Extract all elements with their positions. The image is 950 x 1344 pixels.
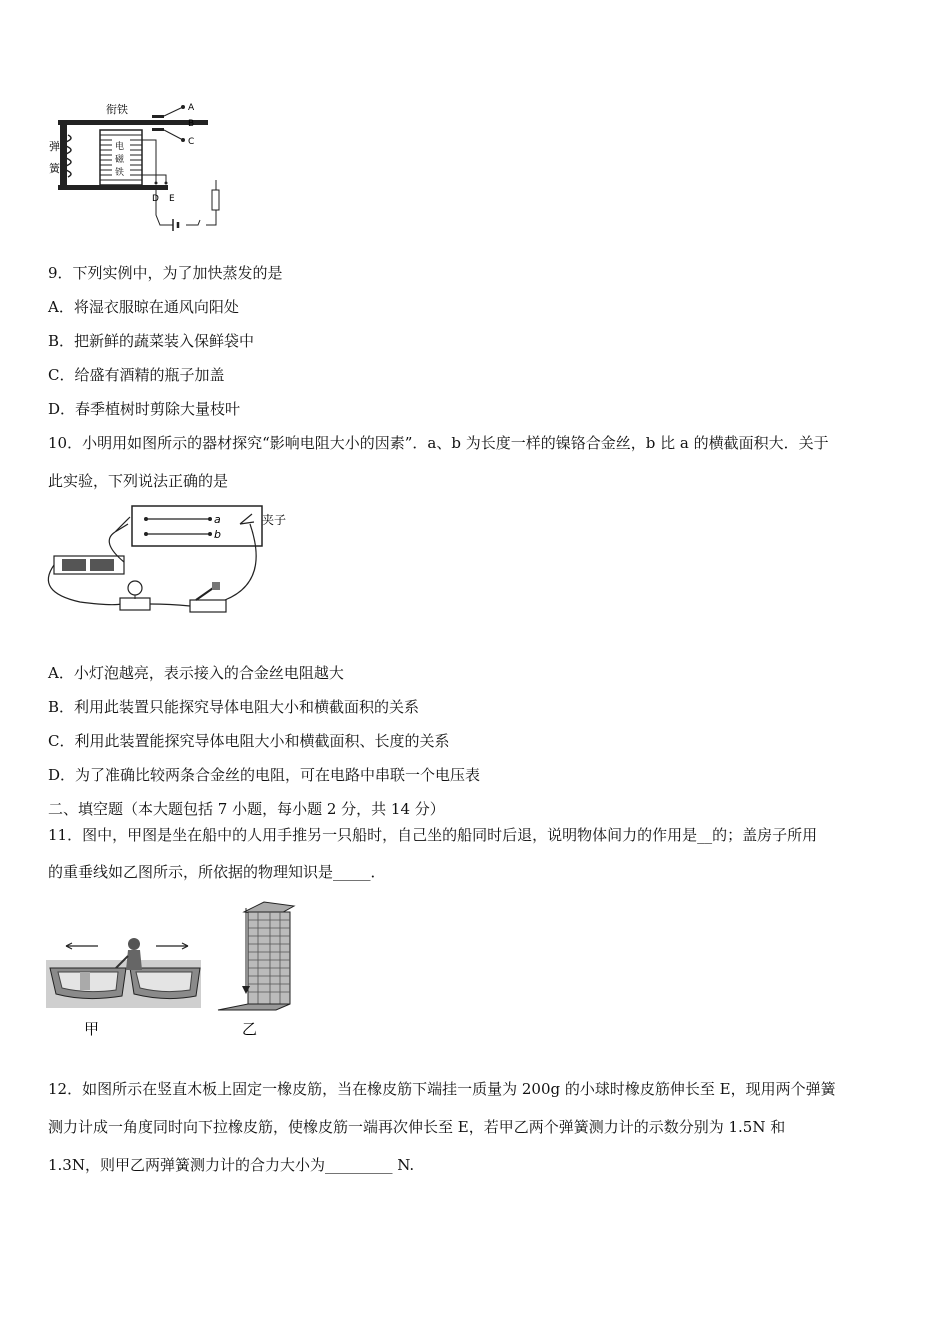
q10-option-c: C．利用此装置能探究导体电阻大小和横截面积、长度的关系 [48, 732, 450, 750]
electromagnet-label-3: 铁 [115, 168, 125, 178]
plumb-caption: 乙 [242, 1020, 258, 1038]
q9-option-c: C．给盛有酒精的瓶子加盖 [48, 366, 225, 384]
q10-option-a: A．小灯泡越亮，表示接入的合金丝电阻越大 [48, 664, 344, 682]
person-icon [116, 938, 142, 970]
q10-option-b: B．利用此装置只能探究导体电阻大小和横截面积的关系 [48, 698, 420, 716]
wire-label-a: a [214, 513, 221, 526]
clip-label: 夹子 [262, 513, 287, 527]
q9-stem: 9．下列实例中，为了加快蒸发的是 [48, 264, 283, 282]
electromagnet-label-2: 磁 [115, 155, 125, 165]
contact-upper [152, 115, 164, 118]
battery-icon [54, 556, 124, 574]
armature-label: 衔铁 [106, 103, 128, 116]
ground [218, 1004, 290, 1010]
q12-line3: 1.3N，则甲乙两弹簧测力计的合力大小为_________ N. [48, 1156, 415, 1174]
contact-lower [152, 128, 164, 131]
circuit-figure [40, 502, 300, 622]
q11-line1: 11．图中，甲图是坐在船中的人用手推另一只船时，自己坐的船同时后退，说明物体间力的作用是__的；盖房子所用 [48, 826, 818, 844]
relay-diagram [48, 95, 248, 245]
boat-figure [46, 930, 206, 1040]
q9-option-a: A．将湿衣服晾在通风向阳处 [48, 298, 239, 316]
boat-caption: 甲 [84, 1020, 100, 1038]
spring-label-2: 簧 [49, 162, 60, 175]
circuit-diagram [40, 502, 300, 622]
q10-option-d: D．为了准确比较两条合金丝的电阻，可在电路中串联一个电压表 [48, 766, 481, 784]
q12-line2: 测力计成一角度同时向下拉橡皮筋，使橡皮筋一端再次伸长至 E，若甲乙两个弹簧测力计的示数分别为 1.5N 和 [48, 1118, 786, 1136]
electromagnet-label-1: 电 [115, 142, 125, 152]
relay-figure [48, 95, 248, 245]
boat-right-icon [130, 968, 200, 999]
brick-wall-icon [244, 902, 294, 1004]
terminal-c: C [188, 137, 195, 147]
terminal-e: E [169, 194, 175, 204]
terminal-d: D [152, 194, 159, 204]
q10-stem-line2: 此实验，下列说法正确的是 [48, 472, 229, 490]
q9-option-d: D．春季植树时剪除大量枝叶 [48, 400, 241, 418]
q10-stem-line1: 10．小明用如图所示的器材探究“影响电阻大小的因素”．a、b 为长度一样的镍铬合金丝，b 比 a 的横截面积大．关于 [48, 434, 829, 452]
spring-label-1: 弹 [49, 140, 60, 153]
wire-label-b: b [214, 528, 221, 541]
section-heading: 二、填空题（本大题包括 7 小题，每小题 2 分，共 14 分） [48, 800, 445, 818]
boat-diagram [46, 930, 206, 1040]
q9-option-b: B．把新鲜的蔬菜装入保鲜袋中 [48, 332, 255, 350]
bulb-icon [120, 581, 150, 610]
clip-left-icon [115, 517, 130, 532]
plumb-diagram [216, 898, 296, 1040]
armature-bar [58, 120, 208, 125]
q12-line1: 12．如图所示在竖直木板上固定一橡皮筋，当在橡皮筋下端挂一质量为 200g 的小球时橡皮筋伸长至 E，现用两个弹簧 [48, 1080, 836, 1098]
q11-line2: 的重垂线如乙图所示，所依据的物理知识是_____． [48, 863, 386, 881]
boat-left-icon [50, 968, 126, 999]
plumb-figure [216, 898, 296, 1040]
push-arrows-icon [66, 943, 188, 949]
switch-icon [190, 582, 226, 612]
terminal-a: A [188, 103, 195, 113]
terminal-b: B [188, 119, 195, 129]
wire-board [132, 506, 262, 546]
